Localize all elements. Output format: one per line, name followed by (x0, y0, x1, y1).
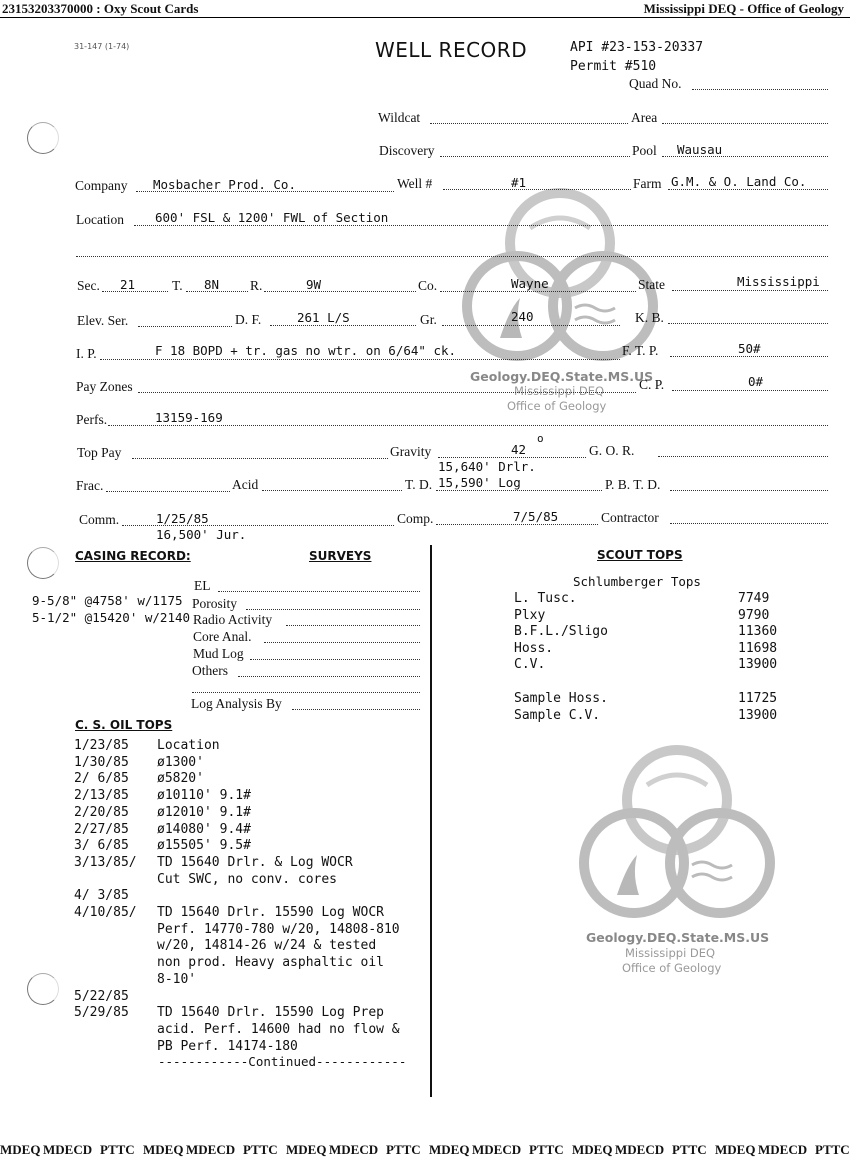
quad-label: Quad No. (629, 76, 682, 91)
gor-field (658, 456, 828, 457)
comp-value: 7/5/85 (513, 509, 559, 524)
footer-tag: PTTC (243, 1142, 278, 1157)
toppay-field (132, 458, 388, 459)
discovery-field (440, 156, 630, 157)
oil-top-date: 5/29/85 (74, 1005, 129, 1021)
discovery-label: Discovery (379, 143, 435, 158)
t-label: T. (172, 278, 183, 293)
oil-tops-heading: C. S. OIL TOPS (75, 718, 173, 732)
footer-tag: MDECD (615, 1142, 665, 1157)
oil-top-text: non prod. Heavy asphaltic oil (157, 955, 384, 971)
footer-tag: MDECD (472, 1142, 522, 1157)
log-analysis-field (292, 709, 420, 710)
survey-others-field (238, 676, 420, 677)
oil-top-date: 2/13/85 (74, 788, 129, 804)
perfs-label: Perfs. (76, 412, 108, 427)
oil-top-text: ø12010' 9.1# (157, 804, 251, 820)
form-number: 31-147 (1-74) (74, 42, 130, 51)
oil-top-date: 2/27/85 (74, 821, 129, 837)
company-value: Mosbacher Prod. Co. (153, 177, 296, 192)
gravity-value: 42 (511, 442, 527, 457)
area-label: Area (631, 110, 658, 125)
cp-value: 0# (748, 374, 764, 389)
df-value: 261 L/S (297, 310, 350, 325)
oil-top-date: 3/ 6/85 (74, 838, 129, 854)
scout-top-name: Plxy (514, 607, 546, 623)
survey-el: EL (194, 578, 211, 593)
page-title: WELL RECORD (375, 38, 528, 62)
footer-tag: MDECD (329, 1142, 379, 1157)
continued-note: ------------Continued------------ (158, 1054, 407, 1069)
td-driller: 15,640' Drlr. (438, 459, 536, 474)
farm-field (668, 189, 828, 190)
survey-porosity: Porosity (192, 596, 238, 611)
survey-mud-field (250, 659, 420, 660)
elev-label: Elev. Ser. (77, 313, 129, 328)
toppay-label: Top Pay (77, 445, 122, 460)
punch-hole-2 (27, 547, 59, 579)
punch-hole-3 (27, 973, 59, 1005)
casing-row-1: 9-5/8" @4758' w/1175 (32, 593, 183, 608)
header-left: 23153203370000 : Oxy Scout Cards (2, 1, 199, 16)
oil-top-text: PB Perf. 14174-180 (157, 1038, 298, 1054)
footer-tag: PTTC (100, 1142, 135, 1157)
pool-value: Wausau (677, 142, 723, 157)
wildcat-field (430, 123, 628, 124)
pool-label: Pool (632, 143, 657, 158)
oil-top-date: 4/10/85/ (74, 905, 137, 920)
gr-value: 240 (511, 309, 534, 324)
oil-top-text: Cut SWC, no conv. cores (157, 871, 338, 887)
footer-tag: MDECD (758, 1142, 808, 1157)
location-field (134, 225, 828, 226)
r-value: 9W (306, 277, 322, 292)
df-field (270, 325, 416, 326)
sec-label: Sec. (77, 278, 100, 293)
scout-sample-depth: 13900 (738, 707, 778, 723)
header-right: Mississippi DEQ - Office of Geology (643, 1, 844, 16)
location-label: Location (76, 212, 124, 227)
log-analysis-label: Log Analysis By (191, 696, 282, 711)
payzones-field (138, 392, 636, 393)
oil-top-text: 8-10' (157, 971, 197, 987)
footer-tag: PTTC (815, 1142, 850, 1157)
scout-top-name: C.V. (514, 657, 546, 672)
farm-label: Farm (633, 176, 662, 191)
ftp-field (670, 356, 828, 357)
punch-hole-1 (27, 122, 59, 154)
location-field-2 (76, 256, 828, 257)
oil-top-text: TD 15640 Drlr. & Log WOCR (157, 854, 353, 870)
oil-top-text: TD 15640 Drlr. 15590 Log Prep (157, 1005, 384, 1021)
well-label: Well # (397, 176, 433, 191)
scout-top-depth: 7749 (738, 591, 770, 606)
gr-label: Gr. (420, 312, 437, 327)
ftp-label: F. T. P. (622, 343, 659, 358)
survey-core-field (264, 642, 420, 643)
scout-top-depth: 13900 (738, 657, 778, 672)
area-field (662, 123, 828, 124)
payzones-label: Pay Zones (76, 379, 133, 394)
permit-number: Permit #510 (570, 59, 657, 74)
scout-sample-name: Sample Hoss. (514, 691, 608, 706)
casing-row-2: 5-1/2" @15420' w/2140 (32, 610, 191, 625)
scout-top-depth: 11698 (738, 640, 778, 656)
scout-tops-subheading: Schlumberger Tops (573, 574, 701, 589)
pbtd-field (670, 490, 828, 491)
oil-top-date: 2/ 6/85 (74, 771, 129, 787)
gravity-label: Gravity (390, 444, 432, 459)
farm-value: G.M. & O. Land Co. (671, 174, 807, 189)
ip-value: F 18 BOPD + tr. gas no wtr. on 6/64" ck. (155, 343, 457, 358)
frac-field (106, 491, 230, 492)
location-value: 600' FSL & 1200' FWL of Section (155, 210, 389, 225)
gravity-field (438, 457, 586, 458)
footer-tag: MDEQ (429, 1142, 470, 1157)
scout-top-depth: 11360 (738, 624, 778, 639)
contractor-field (670, 523, 828, 524)
survey-core-anal: Core Anal. (193, 629, 252, 644)
state-value: Mississippi (737, 274, 820, 289)
oil-top-text: ø1300' (157, 754, 204, 770)
footer-tag: MDEQ (715, 1142, 756, 1157)
acid-field (262, 490, 402, 491)
comm-label: Comm. (79, 512, 120, 527)
pbtd-label: P. B. T. D. (605, 477, 661, 492)
scout-sample-depth: 11725 (738, 691, 778, 706)
oil-top-text: w/20, 14814-26 w/24 & tested (157, 938, 377, 954)
scout-sample-name: Sample C.V. (514, 707, 601, 723)
co-field (440, 291, 636, 292)
perfs-value: 13159-169 (155, 410, 223, 425)
co-label: Co. (418, 278, 438, 293)
ftp-value: 50# (738, 341, 761, 356)
scout-tops-heading: SCOUT TOPS (597, 548, 683, 562)
oil-top-date: 4/ 3/85 (74, 888, 129, 904)
oil-top-text: ø5820' (157, 771, 204, 787)
oil-top-date: 2/20/85 (74, 804, 129, 820)
contractor-label: Contractor (601, 510, 659, 525)
survey-others: Others (192, 663, 228, 678)
comp-label: Comp. (397, 511, 434, 526)
jurassic-depth: 16,500' Jur. (156, 527, 247, 542)
t-value: 8N (204, 277, 220, 292)
perfs-field (108, 425, 828, 426)
oil-top-text: Perf. 14770-780 w/20, 14808-810 (157, 921, 400, 937)
footer-tag: MDECD (186, 1142, 236, 1157)
watermark-2-line2: Mississippi DEQ (625, 946, 716, 960)
survey-porosity-field (246, 609, 420, 610)
cp-label: C. P. (639, 377, 665, 392)
df-label: D. F. (235, 312, 262, 327)
survey-el-field (218, 591, 420, 592)
footer-tag: PTTC (529, 1142, 564, 1157)
watermark-1-line2: Mississippi DEQ (514, 384, 605, 398)
gr-field (442, 325, 620, 326)
footer-tag: PTTC (672, 1142, 707, 1157)
surveys-heading: SURVEYS (309, 549, 372, 563)
state-field (672, 290, 828, 291)
watermark-1-line3: Office of Geology (507, 399, 607, 413)
quad-field (692, 89, 828, 90)
gor-label: G. O. R. (589, 443, 635, 458)
state-label: State (638, 277, 665, 292)
watermark-1-line1: Geology.DEQ.State.MS.US (470, 369, 654, 384)
oil-top-text: TD 15640 Drlr. 15590 Log WOCR (157, 905, 384, 920)
oil-top-text: ø15505' 9.5# (157, 838, 251, 854)
well-field (443, 189, 631, 190)
header-divider (0, 17, 850, 18)
ip-label: I. P. (76, 346, 97, 361)
sec-value: 21 (120, 277, 136, 292)
frac-label: Frac. (76, 478, 104, 493)
td-label: T. D. (405, 477, 433, 492)
wildcat-label: Wildcat (378, 110, 421, 125)
r-label: R. (250, 278, 263, 293)
casing-heading: CASING RECORD: (75, 549, 191, 563)
footer-tag: MDEQ (0, 1142, 41, 1157)
oil-top-text: ø14080' 9.4# (157, 821, 251, 837)
co-value: Wayne (511, 276, 549, 291)
oil-top-date: 1/30/85 (74, 754, 129, 770)
oil-top-text: acid. Perf. 14600 had no flow & (157, 1021, 400, 1037)
r-field (264, 291, 416, 292)
acid-label: Acid (232, 477, 259, 492)
well-value: #1 (511, 175, 527, 190)
scout-top-depth: 9790 (738, 607, 770, 623)
ip-field (100, 359, 620, 360)
scout-top-name: L. Tusc. (514, 591, 577, 606)
watermark-2-line3: Office of Geology (622, 961, 722, 975)
column-divider (430, 545, 432, 1097)
td-field (436, 490, 602, 491)
footer-tag: PTTC (386, 1142, 421, 1157)
kb-label: K. B. (635, 310, 664, 325)
survey-blank-field (192, 692, 420, 693)
survey-mud-log: Mud Log (193, 646, 244, 661)
oil-top-text: ø10110' 9.1# (157, 788, 251, 804)
footer-tag: MDEQ (572, 1142, 613, 1157)
oil-top-date: 5/22/85 (74, 988, 129, 1004)
footer-tag: MDECD (43, 1142, 93, 1157)
gravity-degree: o (537, 432, 544, 445)
scout-top-name: Hoss. (514, 640, 554, 656)
kb-field (668, 323, 828, 324)
footer-tag: MDEQ (143, 1142, 184, 1157)
elev-field (138, 326, 232, 327)
oil-top-date: 3/13/85/ (74, 854, 137, 870)
oil-top-date: 1/23/85 (74, 738, 129, 753)
api-number: API #23-153-20337 (570, 40, 704, 55)
survey-radio-field (286, 625, 420, 626)
cp-field (672, 390, 828, 391)
td-value: 15,590' Log (438, 475, 521, 490)
survey-radio-activity: Radio Activity (193, 612, 273, 627)
watermark-2-line1: Geology.DEQ.State.MS.US (586, 930, 770, 945)
company-label: Company (75, 178, 128, 193)
comm-value: 1/25/85 (156, 511, 209, 526)
comp-field (436, 524, 598, 525)
oil-top-text: Location (157, 738, 220, 753)
scout-top-name: B.F.L./Sligo (514, 624, 608, 639)
footer-tag: MDEQ (286, 1142, 327, 1157)
